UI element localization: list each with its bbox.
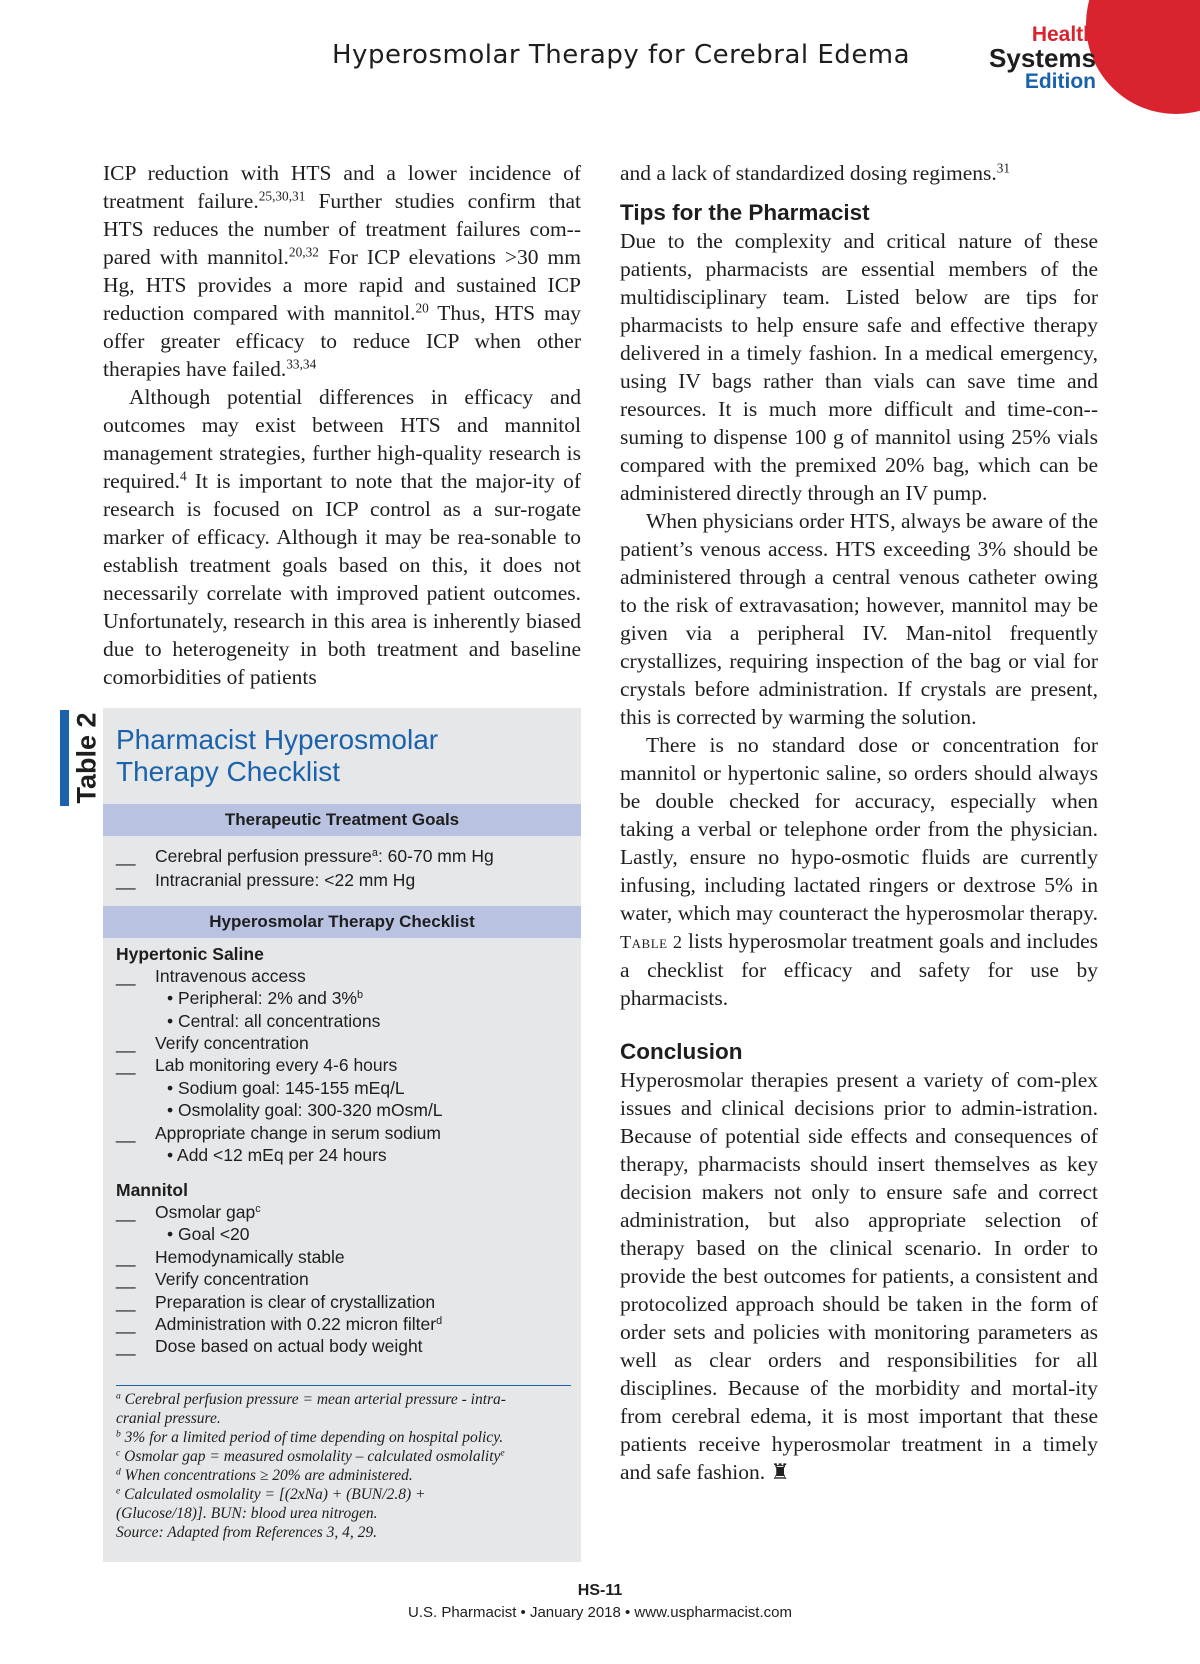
text-run: Although potential differences in efficacy and outcomes may exist between HTS and mannitol management strategies, further high-quality research is required. — [103, 385, 581, 493]
check-blank: __ — [116, 1123, 136, 1143]
check-blank: __ — [116, 1314, 136, 1334]
row-text: • Peripheral: 2% and 3% — [167, 988, 357, 1008]
text-run: For ICP elevations >30 mm Hg, HTS provides a more rapid and sustained ICP reduction compared with mannitol. — [103, 245, 582, 325]
check-blank: __ — [116, 1202, 136, 1222]
row-text: • Osmolality goal: 300-320 mOsm/L — [167, 1100, 443, 1120]
text-run: Hyperosmolar therapies present a variety of com-plex issues and clinical decisions prior to admin-istration. Because of potential side effects and consequences of therapy, pharmacists should insert themselves as key decision makers not only to ensure safe and correct administration, but also appropriate selection of therapy based on the clinical scenario. In order to provide the best outcomes for patients, a consistent and protocolized approach should be taken in the form of order sets and policies with monitoring parameters as well as clear orders and responsibilities for all disciplines. Because of the morbidity and mortal-ity from cerebral edema, it is most important that these patients receive hyperosmolar treatment in a timely and safe fashion. ♜ — [620, 1068, 1098, 1484]
footer-line: U.S. Pharmacist • January 2018 • www.uspharmacist.com — [408, 1604, 792, 1621]
left-column — [103, 159, 581, 691]
footnote-e — [116, 1485, 425, 1504]
text-run: When physicians order HTS, always be aware of the patient’s venous access. HTS exceeding 3% should be administered through a central venous catheter owing to the risk of extravasation; however, mannitol may be given via a peripheral IV. Man-nitol frequently crystallizes, requiring inspection of the bag or vial for crystals before administration. If crystals are present, this is corrected by warming the solution. — [620, 509, 1098, 729]
edition-logo-edition: Edition — [1024, 70, 1096, 93]
check-blank: __ — [116, 1292, 136, 1312]
check-blank: __ — [116, 1336, 136, 1356]
footnote-mark: a — [116, 1390, 121, 1402]
table-reference: Table 2 — [620, 932, 683, 952]
table-tab-label: Table 2 — [71, 712, 102, 804]
text-run: Thus, HTS may offer greater efficacy to reduce ICP when other therapies have failed. — [103, 301, 581, 381]
row-text: Preparation is clear of crystallization — [155, 1292, 436, 1312]
row-text: Hemodynamically stable — [155, 1247, 345, 1267]
footnote-mark: c — [116, 1447, 121, 1459]
checklist-header: Hyperosmolar Therapy Checklist — [103, 906, 581, 938]
reference-citation: 31 — [996, 160, 1011, 176]
reference-citation: 25,30,31 — [258, 188, 306, 204]
footnote-c — [116, 1447, 505, 1466]
check-blank: __ — [116, 870, 136, 890]
table-title — [116, 724, 438, 788]
footnote-mark: d — [116, 1466, 121, 1478]
footnote-ref: a — [371, 847, 378, 860]
edition-logo-health: Health — [1031, 23, 1096, 46]
subhead-mannitol: Mannitol — [116, 1180, 188, 1200]
footnote-ref: c — [255, 1203, 261, 1216]
reference-citation: 20 — [415, 300, 429, 316]
edition-badge-circle — [1086, 0, 1200, 114]
body-paragraph — [620, 159, 1098, 187]
table-title-line: Pharmacist Hyperosmolar — [116, 724, 439, 755]
edition-logo-systems: Systems — [989, 43, 1096, 73]
subhead-hypertonic-saline: Hypertonic Saline — [116, 944, 264, 964]
row-text: • Sodium goal: 145-155 mEq/L — [167, 1078, 405, 1098]
goals-header: Therapeutic Treatment Goals — [103, 804, 581, 836]
check-blank: __ — [116, 1269, 136, 1289]
row-text: Verify concentration — [155, 1033, 309, 1053]
table-tab — [60, 710, 102, 806]
footnote-ref: d — [436, 1315, 443, 1328]
footnote-text: Osmolar gap = measured osmolality – calculated osmolality — [120, 1448, 501, 1465]
footnote-text: When concentrations ≥ 20% are administered. — [120, 1467, 413, 1484]
body-paragraph — [620, 507, 1098, 731]
row-text: Intravenous access — [155, 966, 306, 986]
body-paragraph — [620, 1066, 1098, 1486]
reference-citation: 20,32 — [288, 244, 319, 260]
right-column — [620, 159, 1098, 1486]
page-number: HS-11 — [577, 1582, 623, 1599]
footnote-text: Calculated osmolality = [(2xNa) + (BUN/2.8) + — [120, 1486, 426, 1503]
check-blank: __ — [116, 1033, 136, 1053]
body-paragraph — [620, 227, 1098, 507]
row-text: • Goal <20 — [167, 1224, 250, 1244]
body-paragraph — [620, 731, 1098, 1012]
row-text: Osmolar gap — [155, 1202, 256, 1222]
text-run: Due to the complexity and critical nature of these patients, pharmacists are essential members of the multidisciplinary team. Listed below are tips for pharmacists to help ensure safe and effective therapy delivered in a timely fashion. In a medical emergency, using IV bags rather than vials can save time and resources. It is much more difficult and time-con-suming to dispense 100 g of mannitol using 25% vials compared with the premixed 20% bag, which can be administered directly through an IV pump. — [620, 229, 1098, 505]
reference-citation: 33,34 — [286, 356, 317, 372]
footnote-text: Cerebral perfusion pressure = mean arterial pressure - intra- — [120, 1391, 506, 1408]
row-text: Dose based on actual body weight — [155, 1336, 423, 1356]
text-run: It is important to note that the major-ity of research is focused on ICP control as a sur-rogate marker of efficacy. Although it may be rea-sonable to establish treatment goals based on this, it does not necessarily correlate with improved patient outcomes. Unfortunately, research in this area is inherently biased due to heterogeneity in both treatment and baseline comorbidities of patients — [103, 469, 581, 689]
row-text: Appropriate change in serum sodium — [155, 1123, 441, 1143]
section-heading-conclusion: Conclusion — [620, 1039, 743, 1064]
row-text: Cerebral perfusion pressure — [155, 846, 372, 866]
row-text: • Central: all concentrations — [167, 1011, 381, 1031]
footnote-a-cont: cranial pressure. — [116, 1410, 221, 1427]
text-run: lists hyperosmolar treatment goals and includes a checklist for efficacy and safety for use by pharmacists. — [620, 929, 1098, 1010]
check-blank: __ — [116, 966, 136, 986]
reference-citation: 4 — [180, 468, 187, 484]
footnote-mark: e — [116, 1485, 121, 1497]
table-title-line: Therapy Checklist — [116, 756, 341, 787]
check-blank: __ — [116, 1247, 136, 1267]
body-paragraph — [103, 159, 581, 383]
body-paragraph — [103, 383, 581, 691]
footnote-ref: b — [357, 989, 364, 1002]
section-heading-tips: Tips for the Pharmacist — [620, 200, 870, 225]
footnote-mark: b — [116, 1428, 121, 1440]
footnote-a — [116, 1390, 506, 1409]
footnote-b — [116, 1428, 503, 1447]
text-run: Further studies confirm that HTS reduces the number of treatment failures com-pared with mannitol. — [103, 189, 581, 269]
row-text: Lab monitoring every 4-6 hours — [155, 1055, 398, 1075]
footnote-mark: e — [500, 1447, 505, 1459]
row-text: • Add <12 mEq per 24 hours — [167, 1145, 387, 1165]
row-text: Intracranial pressure: <22 mm Hg — [155, 870, 416, 890]
text-run: There is no standard dose or concentration for mannitol or hypertonic saline, so orders should always be double checked for accuracy, especially when taking a verbal or telephone order from the physician. Lastly, ensure no hypo-osmotic fluids are currently infusing, including lactated ringers or dextrose 5% in water, which may counteract the hyperosmolar therapy. — [620, 733, 1098, 925]
running-title: Hyperosmolar Therapy for Cerebral Edema — [332, 40, 911, 70]
footnote-d — [116, 1466, 413, 1485]
row-text: Administration with 0.22 micron filter — [155, 1314, 437, 1334]
row-text: : 60-70 mm Hg — [377, 846, 494, 866]
check-blank: __ — [116, 846, 136, 866]
row-text: Verify concentration — [155, 1269, 309, 1289]
footnote-e-cont: (Glucose/18)]. BUN: blood urea nitrogen. — [116, 1505, 378, 1522]
footnote-divider — [116, 1385, 571, 1386]
footnote-source: Source: Adapted from References 3, 4, 29. — [116, 1524, 377, 1541]
text-run: and a lack of standardized dosing regimens. — [620, 161, 997, 185]
edition-logo — [960, 24, 1096, 92]
checklist-table — [103, 708, 581, 1562]
footnote-text: 3% for a limited period of time depending on hospital policy. — [120, 1429, 504, 1446]
table-tab-bar — [60, 710, 69, 806]
check-blank: __ — [116, 1055, 136, 1075]
text-run: ICP reduction with HTS and a lower incidence of treatment failure. — [103, 161, 581, 213]
